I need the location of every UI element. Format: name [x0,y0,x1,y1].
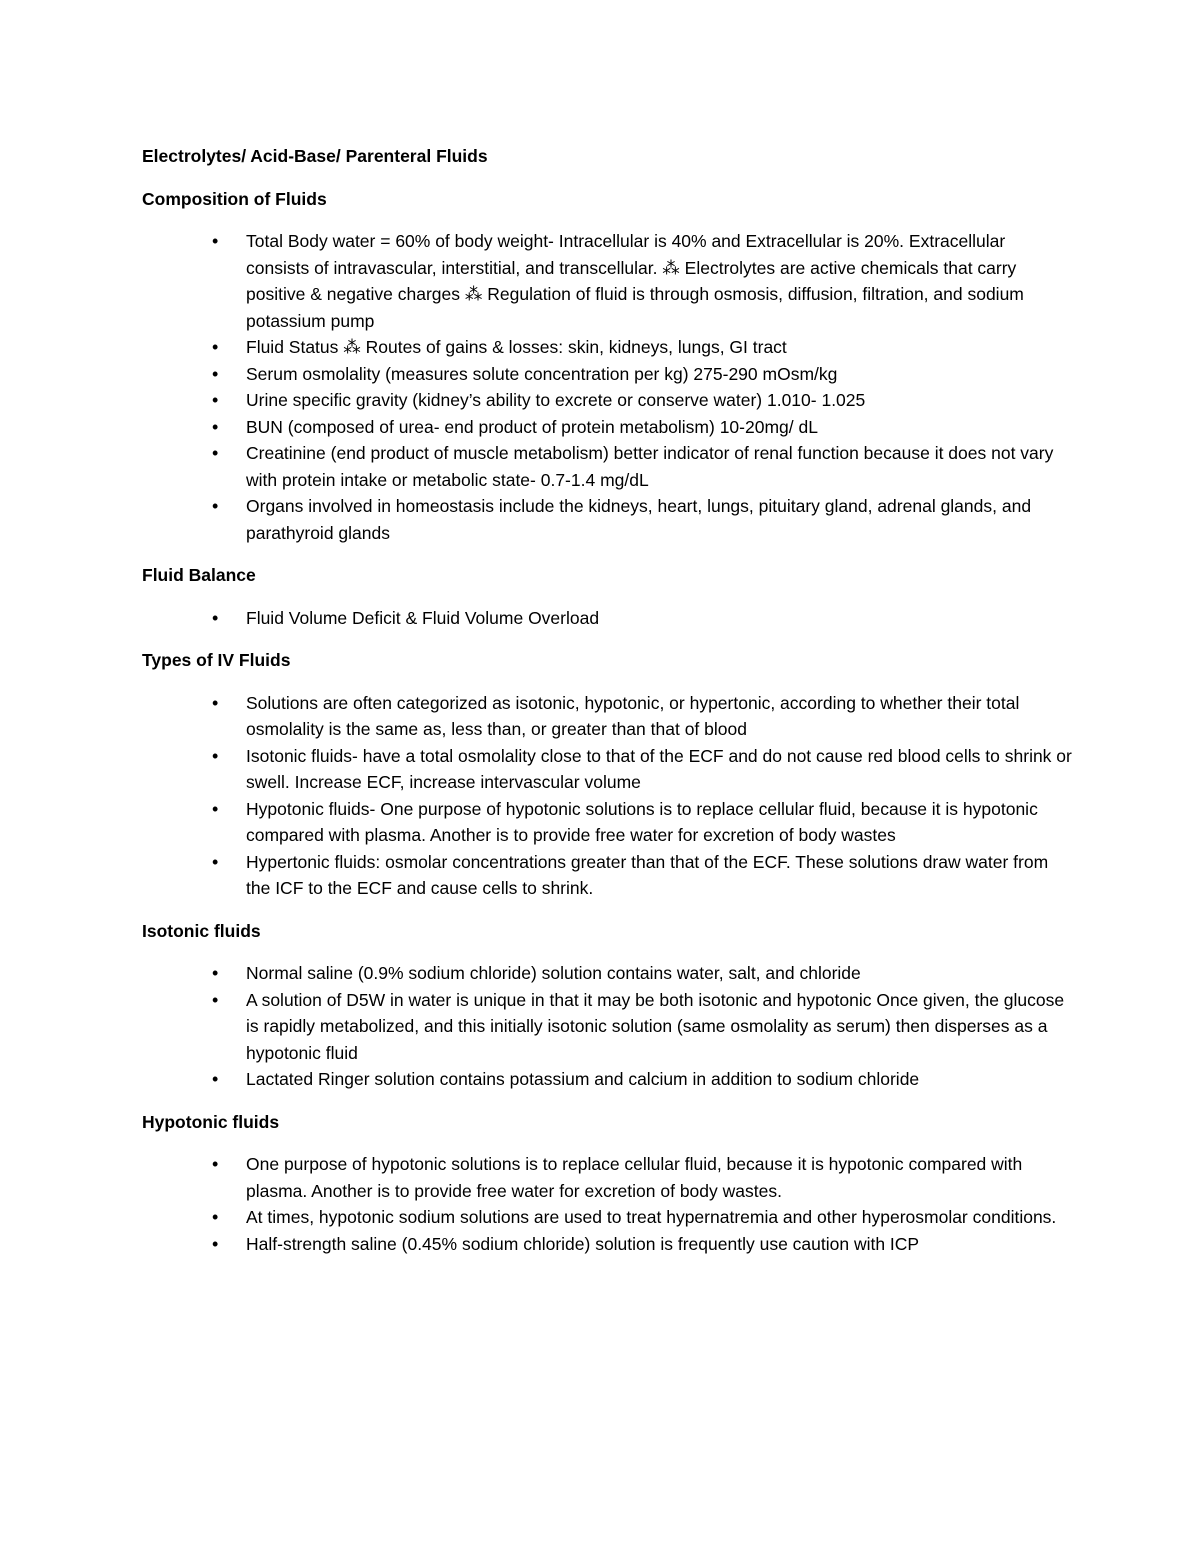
document-title: Electrolytes/ Acid-Base/ Parenteral Fluids [142,146,488,166]
list-item: • Serum osmolality (measures solute concentration per kg) 275-290 mOsm/kg [142,361,1072,388]
section-heading-fluid-balance: Fluid Balance [142,565,256,585]
list-item: • Hypertonic fluids: osmolar concentrations greater than that of the ECF. These solutions draw water from the ICF to the ECF and cause cells to shrink. [142,849,1072,902]
section-heading-composition-of-fluids: Composition of Fluids [142,188,327,209]
list-item: • Solutions are often categorized as isotonic, hypotonic, or hypertonic, according to whether their total osmolality is the same as, less than, or greater than that of blood [142,690,1072,743]
bullet-list-types-of-iv-fluids [142,690,1072,902]
list-item: • A solution of D5W in water is unique in that it may be both isotonic and hypotonic Once given, the glucose is rapidly metabolized, and this initially isotonic solution (same osmolality as serum) then disperses as a hypotonic fluid [142,987,1072,1067]
list-item: • At times, hypotonic sodium solutions are used to treat hypernatremia and other hyperosmolar conditions. [142,1204,1072,1231]
document-page [142,143,1072,1273]
section-heading-isotonic-fluids: Isotonic fluids [142,920,261,941]
list-item: • One purpose of hypotonic solutions is to replace cellular fluid, because it is hypotonic compared with plasma. Another is to provide free water for excretion of body wastes. [142,1151,1072,1204]
list-item: • Total Body water = 60% of body weight- Intracellular is 40% and Extracellular is 20%. Extracellular consists of intravascular, interstitial, and transcellular. ⁂ Electrolytes are active chemicals that carry positive & negative charges ⁂ Regulation of fluid is through osmosis, diffusion, filtration, and sodium potassium pump [142,228,1072,334]
list-item: • Normal saline (0.9% sodium chloride) solution contains water, salt, and chloride [142,960,1072,987]
list-item: • Hypotonic fluids- One purpose of hypotonic solutions is to replace cellular fluid, because it is hypotonic compared with plasma. Another is to provide free water for excretion of body wastes [142,796,1072,849]
bullet-list-hypotonic-fluids [142,1151,1072,1257]
list-item: • Creatinine (end product of muscle metabolism) better indicator of renal function because it does not vary with protein intake or metabolic state- 0.7-1.4 mg/dL [142,440,1072,493]
bullet-list-isotonic-fluids [142,960,1072,1093]
list-item: • Fluid Volume Deficit & Fluid Volume Overload [142,605,1072,632]
list-item: • Fluid Status ⁂ Routes of gains & losses: skin, kidneys, lungs, GI tract [142,334,1072,361]
list-item: • Lactated Ringer solution contains potassium and calcium in addition to sodium chloride [142,1066,1072,1093]
list-item: • BUN (composed of urea- end product of protein metabolism) 10-20mg/ dL [142,414,1072,441]
bullet-list-fluid-balance [142,605,1072,632]
section-heading-types-of-iv-fluids: Types of IV Fluids [142,650,291,670]
list-item: • Half-strength saline (0.45% sodium chloride) solution is frequently use caution with ICP [142,1231,1072,1258]
bullet-list-composition-of-fluids [142,228,1072,546]
list-item: • Organs involved in homeostasis include the kidneys, heart, lungs, pituitary gland, adrenal glands, and parathyroid glands [142,493,1072,546]
section-heading-hypotonic-fluids: Hypotonic fluids [142,1111,280,1132]
list-item: • Urine specific gravity (kidney’s ability to excrete or conserve water) 1.010- 1.025 [142,387,1072,414]
list-item: • Isotonic fluids- have a total osmolality close to that of the ECF and do not cause red blood cells to shrink or swell. Increase ECF, increase intervascular volume [142,743,1072,796]
